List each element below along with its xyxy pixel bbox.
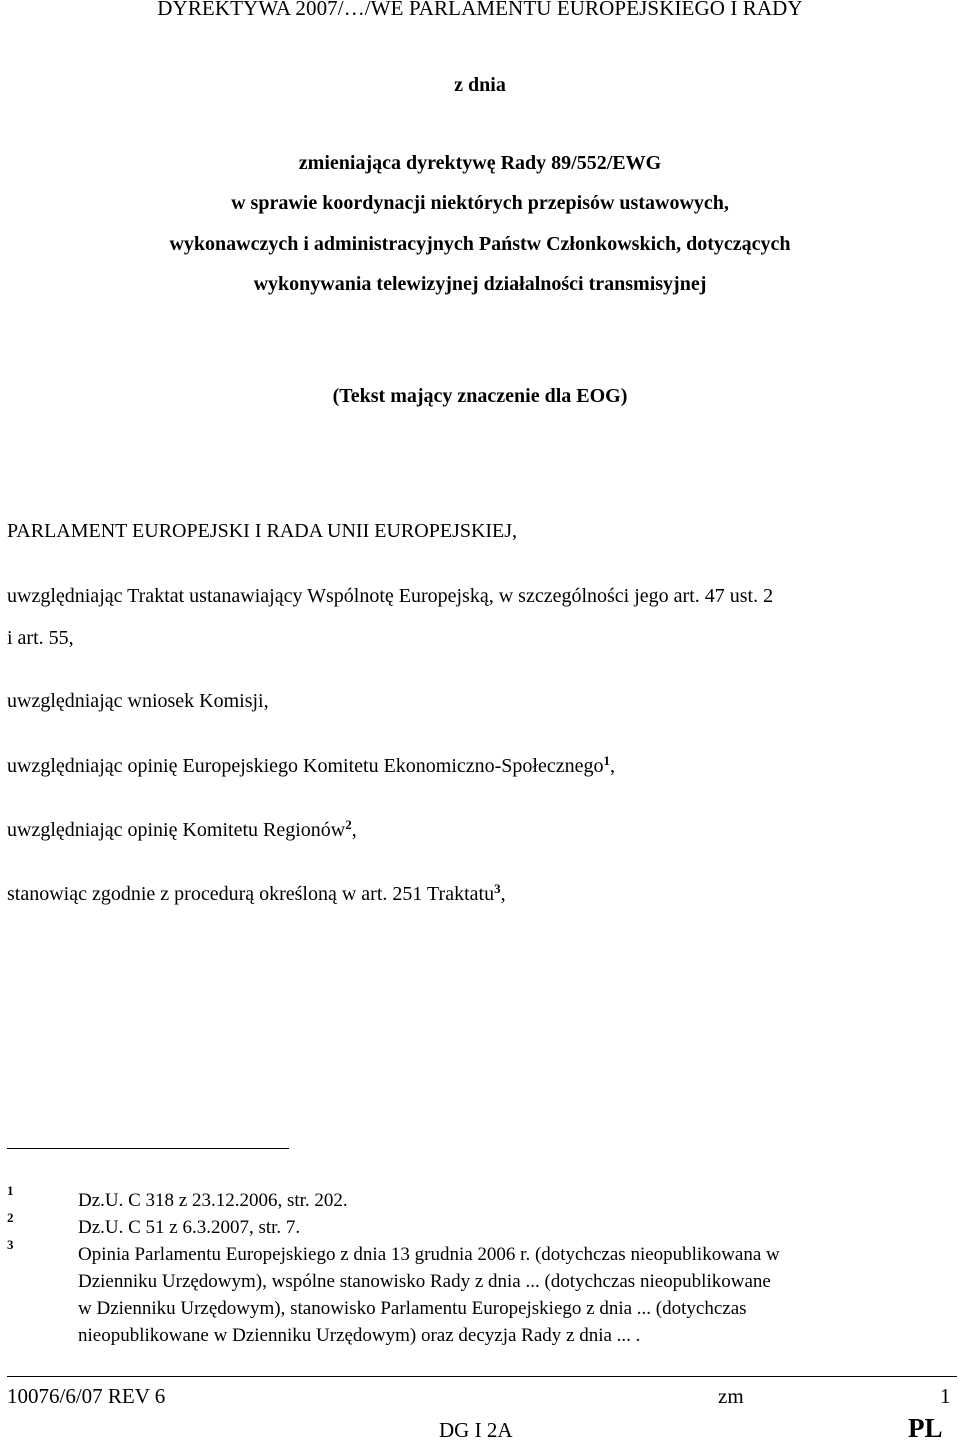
footnote-number-1: 1 (7, 1183, 14, 1198)
footnote-text-3-line-4: nieopublikowane w Dzienniku Urzędowym) oraz decyzja Rady z dnia ... . (78, 1325, 641, 1346)
recital-eesc (7, 752, 615, 778)
document-title: DYREKTYWA 2007/…/WE PARLAMENTU EUROPEJSKIEGO I RADY (157, 0, 803, 20)
recital-procedure (7, 880, 506, 906)
recital-commission: uwzględniając wniosek Komisji, (7, 690, 269, 712)
footer-rule (7, 1376, 957, 1377)
subject-line-4: wykonywania telewizyjnej działalności transmisyjnej (253, 273, 707, 295)
recital-cor (7, 816, 357, 842)
footnote-text-1: Dz.U. C 318 z 23.12.2006, str. 202. (78, 1190, 348, 1211)
footer-page-number: 1 (940, 1384, 951, 1408)
footnote-separator (7, 1148, 289, 1149)
recital-cor-text: uwzględniając opinię Komitetu Regionów (7, 819, 346, 841)
parties-line: PARLAMENT EUROPEJSKI I RADA UNII EUROPEJSKIEJ, (7, 520, 518, 542)
footnote-text-3-line-2: Dzienniku Urzędowym), wspólne stanowisko Rady z dnia ... (dotychczas nieopublikowane (78, 1271, 771, 1292)
footer-doc-ref: 10076/6/07 REV 6 (7, 1384, 166, 1408)
recital-cor-tail: , (351, 819, 357, 841)
footer-directorate: DG I 2A (439, 1418, 513, 1442)
footnote-text-2: Dz.U. C 51 z 6.3.2007, str. 7. (78, 1217, 301, 1238)
footnote-ref-1: 1 (603, 752, 610, 768)
footnote-number-3: 3 (7, 1237, 14, 1252)
footnote-text-3-line-1: Opinia Parlamentu Europejskiego z dnia 13 grudnia 2006 r. (dotychczas nieopublikowana w (78, 1244, 780, 1265)
footer-initials: zm (718, 1384, 744, 1408)
recital-eesc-tail: , (610, 755, 615, 777)
footnote-ref-2: 2 (345, 816, 352, 832)
footnote-number-2: 2 (7, 1210, 14, 1225)
date-line: z dnia (454, 74, 506, 96)
subject-line-2: w sprawie koordynacji niektórych przepisów ustawowych, (231, 192, 729, 214)
footnote-ref-3: 3 (494, 880, 501, 896)
recital-procedure-text: stanowiąc zgodnie z procedurą określoną w art. 251 Traktatu (7, 883, 495, 905)
recital-treaty-line-2: i art. 55, (7, 627, 74, 649)
subject-line-3: wykonawczych i administracyjnych Państw Członkowskich, dotyczących (169, 233, 791, 255)
footnote-text-3-line-3: w Dzienniku Urzędowym), stanowisko Parlamentu Europejskiego z dnia ... (dotychczas (78, 1298, 747, 1319)
eea-note: (Tekst mający znaczenie dla EOG) (332, 385, 628, 407)
recital-eesc-text: uwzględniając opinię Europejskiego Komitetu Ekonomiczno-Społecznego (7, 755, 604, 777)
footer-language: PL (908, 1413, 943, 1443)
recital-treaty-line-1: uwzględniając Traktat ustanawiający Wspólnotę Europejską, w szczególności jego art. 47 ust. 2 (7, 585, 774, 607)
recital-procedure-tail: , (500, 883, 506, 905)
subject-line-1: zmieniająca dyrektywę Rady 89/552/EWG (298, 152, 662, 174)
